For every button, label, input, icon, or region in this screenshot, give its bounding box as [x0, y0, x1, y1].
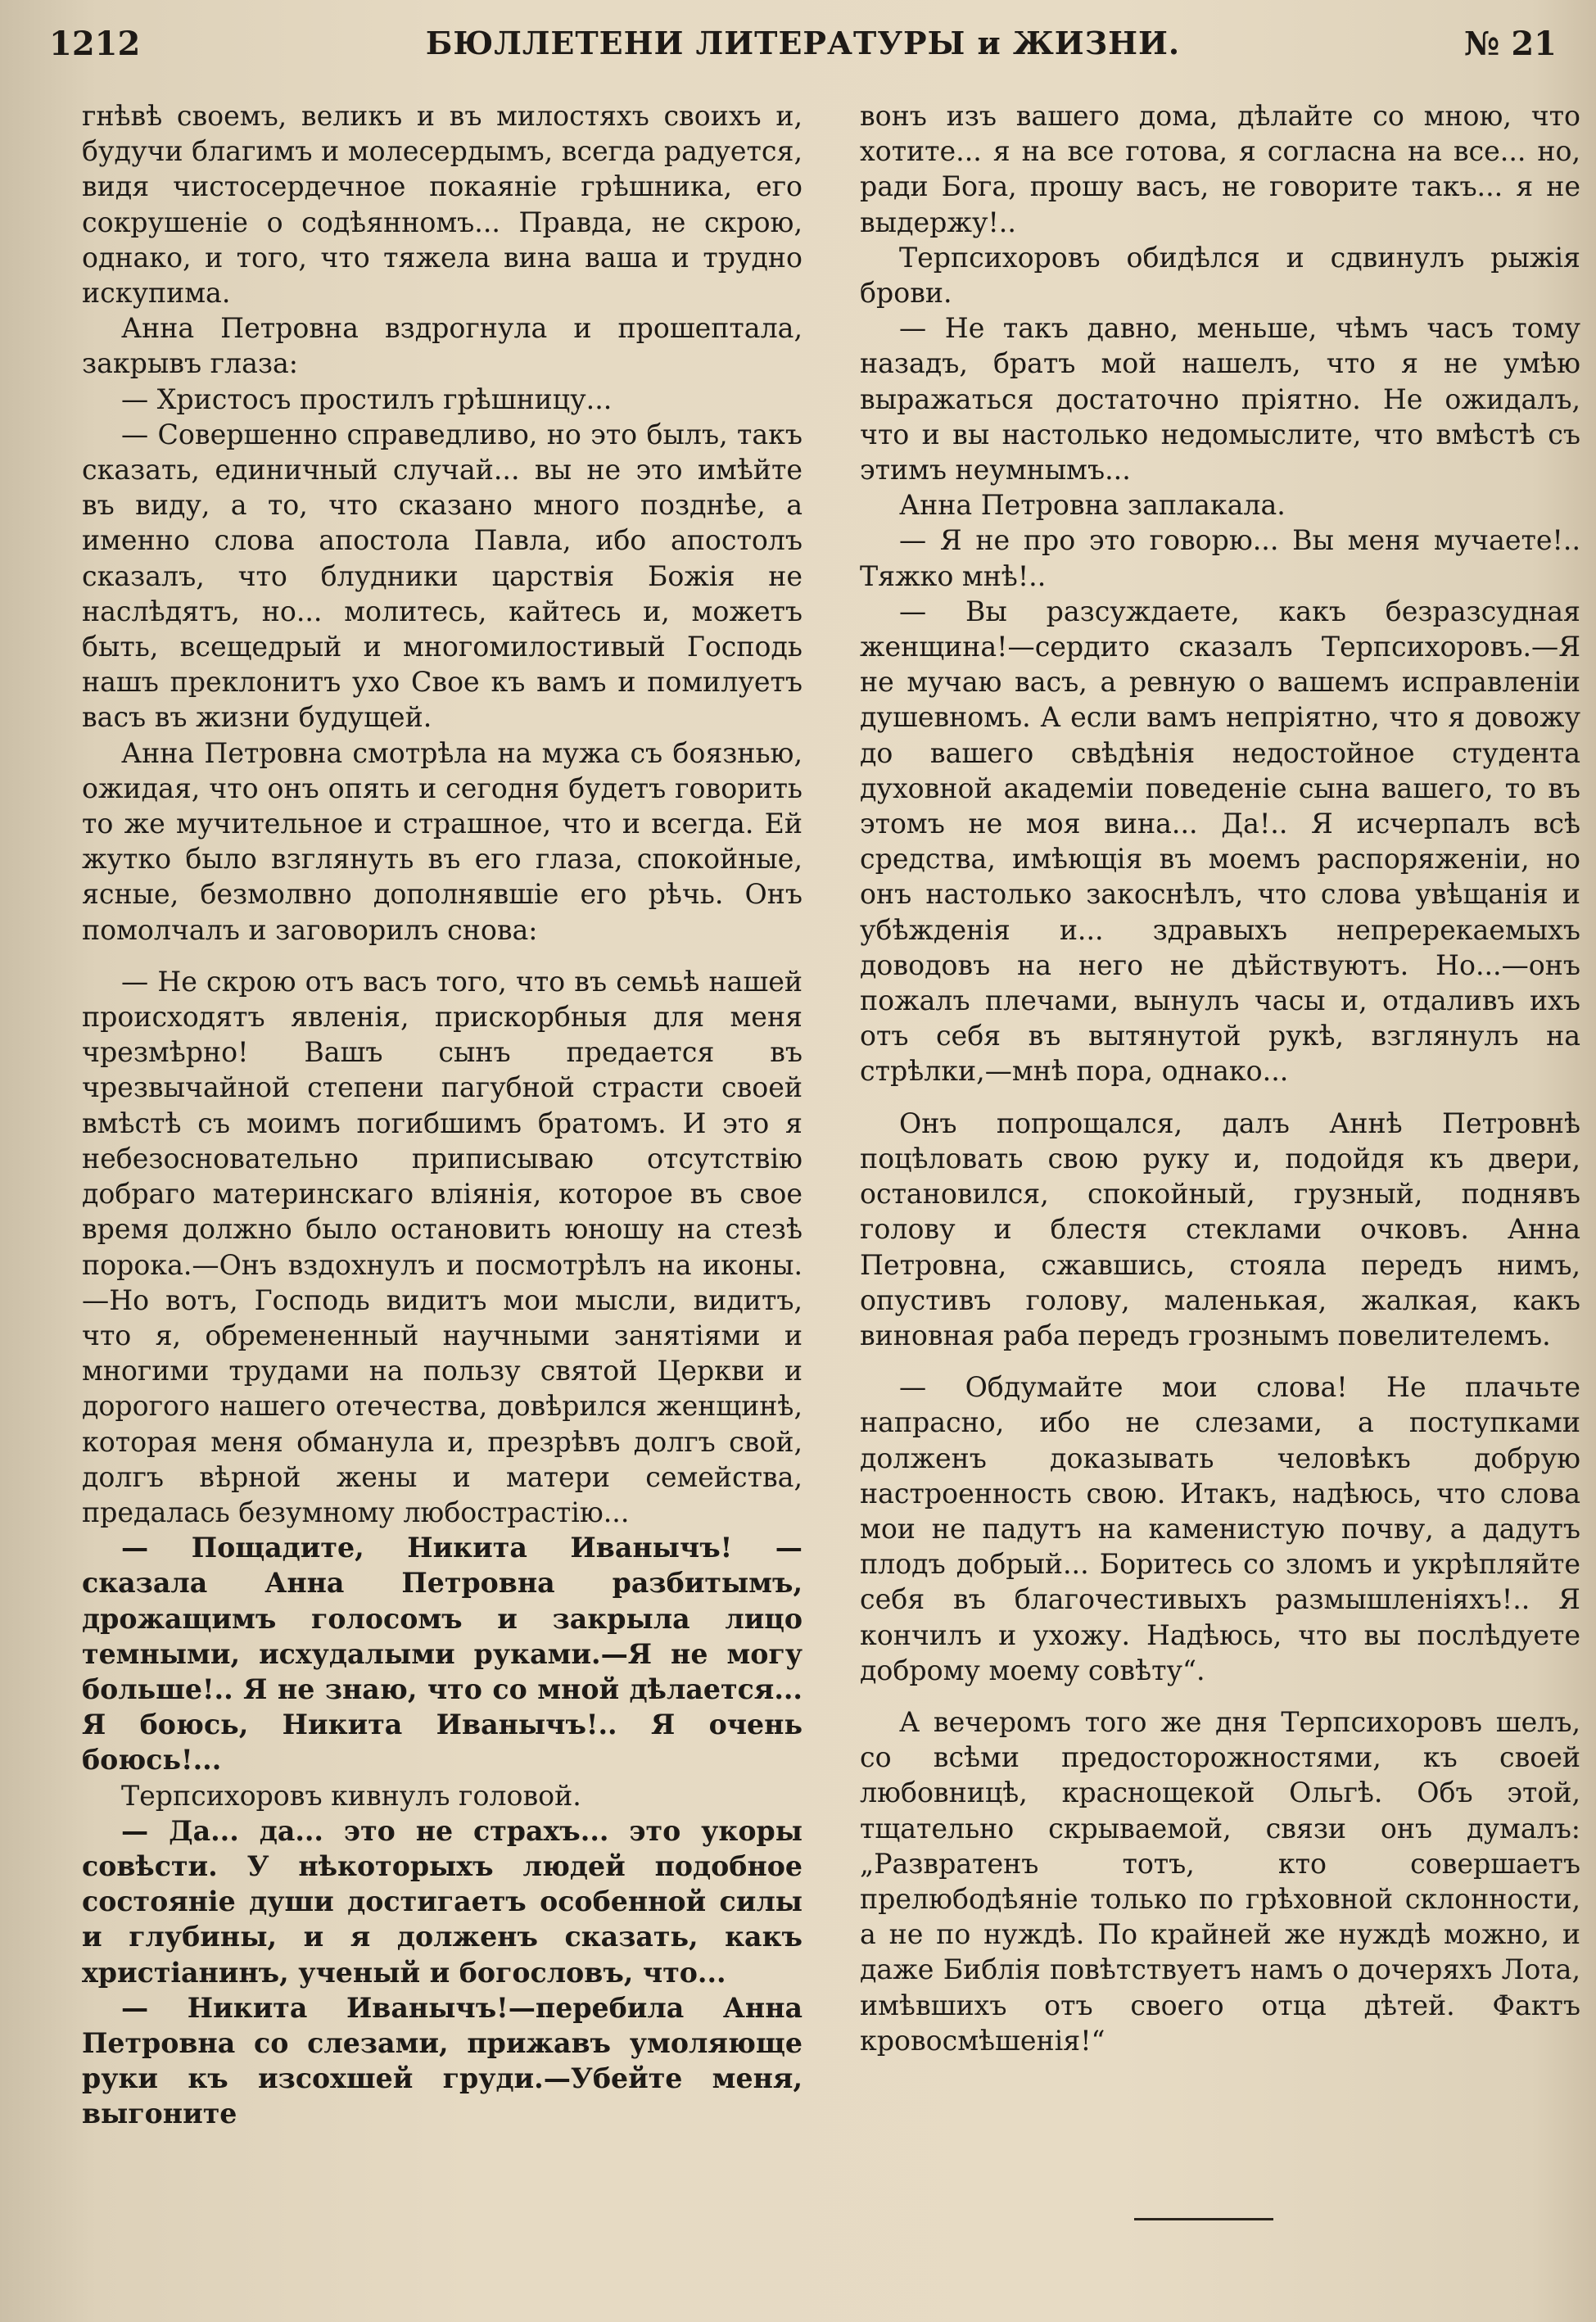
page-number: 1212	[49, 25, 141, 63]
paragraph: — Никита Иванычъ!—перебила Анна Петровна со слезами, прижавъ умоляюще руки къ изсохшей груди.—Убейте меня, выгоните	[82, 1991, 803, 2130]
paragraph: — Совершенно справедливо, но это былъ, такъ сказать, единичный случай... вы не это имѣйте въ виду, а то, что сказано много позднѣе, а именно слова апостола Павла, ибо апостолъ сказалъ, что блудники царствія Божія не наслѣдятъ, но... молитесь, кайтесь и, можетъ быть, всещедрый и многомилостивый Господь нашъ преклонитъ ухо Свое къ вамъ и помилуетъ васъ въ жизни будущей.	[82, 418, 803, 734]
running-header	[49, 18, 1557, 75]
paragraph: — Христосъ простилъ грѣшницу...	[121, 382, 613, 415]
paragraph: — Обдумайте мои слова! Не плачьте напрасно, ибо не слезами, а поступками долженъ доказывать человѣкъ добрую настроенность свою. Итакъ, надѣюсь, что слова мои не падутъ на каменистую почву, а дадутъ плодъ добрый... Боритесь со зломъ и укрѣпляйте себя въ благочестивыхъ размышленіяхъ!.. Я кончилъ и ухожу. Надѣюсь, что вы послѣдуете доброму моему совѣту“.	[860, 1371, 1580, 1686]
left-column	[82, 98, 803, 2132]
paragraph: вонъ изъ вашего дома, дѣлайте со мною, что хотите... я на все готова, я согласна на все... но, ради Бога, прошу васъ, не говорите такъ... я не выдержу!..	[860, 100, 1580, 238]
paragraph: Терпсихоровъ обидѣлся и сдвинулъ рыжія брови.	[860, 241, 1580, 310]
paragraph: — Вы разсуждаете, какъ безразсудная женщина!—сердито сказалъ Терпсихоровъ.—Я не мучаю васъ, а ревную о вашемъ исправленіи душевномъ. А если вамъ непріятно, что я довожу до вашего свѣдѣнія недостойное студента духовной академіи поведеніе сына вашего, то въ этомъ не моя вина... Да!.. Я исчерпалъ всѣ средства, имѣющія въ моемъ распоряженіи, но онъ настолько закоснѣлъ, что слова увѣщанія и убѣжденія и... здравыхъ непререкаемыхъ доводовъ на него не дѣйствуютъ. Но...—онъ пожалъ плечами, вынулъ часы и, отдаливъ ихъ отъ себя въ вытянутой рукѣ, взглянулъ на стрѣлки,—мнѣ пора, однако...	[860, 595, 1580, 1088]
paragraph: — Не такъ давно, меньше, чѣмъ часъ тому назадъ, братъ мой нашелъ, что я не умѣю выражаться достаточно пріятно. Не ожидалъ, что и вы настолько недомыслите, что вмѣстѣ съ этимъ неумнымъ...	[860, 312, 1580, 487]
paragraph: гнѣвѣ своемъ, великъ и въ милостяхъ своихъ и, будучи благимъ и молесердымъ, всегда радуется, видя чистосердечное покаяніе грѣшника, его сокрушеніе о содѣянномъ... Правда, не скрою, однако, и того, что тяжела вина ваша и трудно искупима.	[82, 100, 803, 310]
paragraph: Анна Петровна смотрѣла на мужа съ боязнью, ожидая, что онъ опять и сегодня будетъ говорить то же мучительное и страшное, что и всегда. Ей жутко было взглянуть въ его глаза, спокойные, ясные, безмолвно дополнявшіе его рѣчь. Онъ помолчалъ и заговорилъ снова:	[82, 736, 803, 946]
paragraph: Анна Петровна заплакала.	[899, 489, 1286, 522]
paragraph: А вечеромъ того же дня Терпсихоровъ шелъ, со всѣми предосторожностями, къ своей любовницѣ, краснощекой Ольгѣ. Объ этой, тщательно скрываемой, связи онъ думалъ: „Развратенъ тотъ, кто совершаетъ прелюбодѣяніе только по грѣховной склонности, а не по нуждѣ. По крайней же нуждѣ можно, и даже Библія повѣтствуетъ намъ о дочеряхъ Лота, имѣвшихъ отъ своего отца дѣтей. Фактъ кровосмѣшенія!“	[860, 1705, 1580, 2057]
paragraph: Онъ попрощался, далъ Аннѣ Петровнѣ поцѣловать свою руку и, подойдя къ двери, остановился, спокойный, грузный, поднявъ голову и блестя стеклами очковъ. Анна Петровна, сжавшись, стояла передъ нимъ, опустивъ голову, маленькая, жалкая, какъ виновная раба передъ грознымъ повелителемъ.	[860, 1107, 1580, 1351]
journal-title: БЮЛЛЕТЕНИ ЛИТЕРАТУРЫ и ЖИЗНИ.	[425, 25, 1181, 61]
paragraph: — Да... да... это не страхъ... это укоры совѣсти. У нѣкоторыхъ людей подобное состояніе души достигаетъ особенной силы и глубины, и я долженъ сказать, какъ христіанинъ, ученый и богословъ, что...	[82, 1814, 803, 1989]
right-column	[860, 98, 1580, 2058]
paragraph: — Не скрою отъ васъ того, что въ семьѣ нашей происходятъ явленія, прискорбныя для меня чрезмѣрно! Вашъ сынъ предается въ чрезвычайной степени пагубной страсти своей вмѣстѣ съ моимъ погибшимъ братомъ. И это я небезосновательно приписываю отсутствію добраго материнскаго вліянія, которое въ свое время должно было остановить юношу на стезѣ порока.—Онъ вздохнулъ и посмотрѣлъ на иконы.—Но вотъ, Господь видитъ мои мысли, видитъ, что я, обремененный научными занятіями и многими трудами на пользу святой Церкви и дорогого нашего отечества, довѣрился женщинѣ, которая меня обманула и, презрѣвъ долгъ свой, долгъ вѣрной жены и матери семейства, предалась безумному любострастію...	[82, 965, 803, 1528]
paragraph: — Пощадите, Никита Иванычъ! — сказала Анна Петровна разбитымъ, дрожащимъ голосомъ и закрыла лицо темными, исхудалыми руками.—Я не могу больше!.. Я не знаю, что со мной дѣлается... Я боюсь, Никита Иванычъ!.. Я очень боюсь!...	[82, 1532, 803, 1777]
paragraph: Терпсихоровъ кивнулъ головой.	[121, 1779, 581, 1812]
paragraph: Анна Петровна вздрогнула и прошептала, закрывъ глаза:	[82, 312, 803, 380]
paragraph: — Я не про это говорю... Вы меня мучаете!.. Тяжко мнѣ!..	[860, 524, 1580, 592]
section-end-rule	[1134, 2218, 1273, 2220]
issue-number: № 21	[1463, 25, 1557, 63]
